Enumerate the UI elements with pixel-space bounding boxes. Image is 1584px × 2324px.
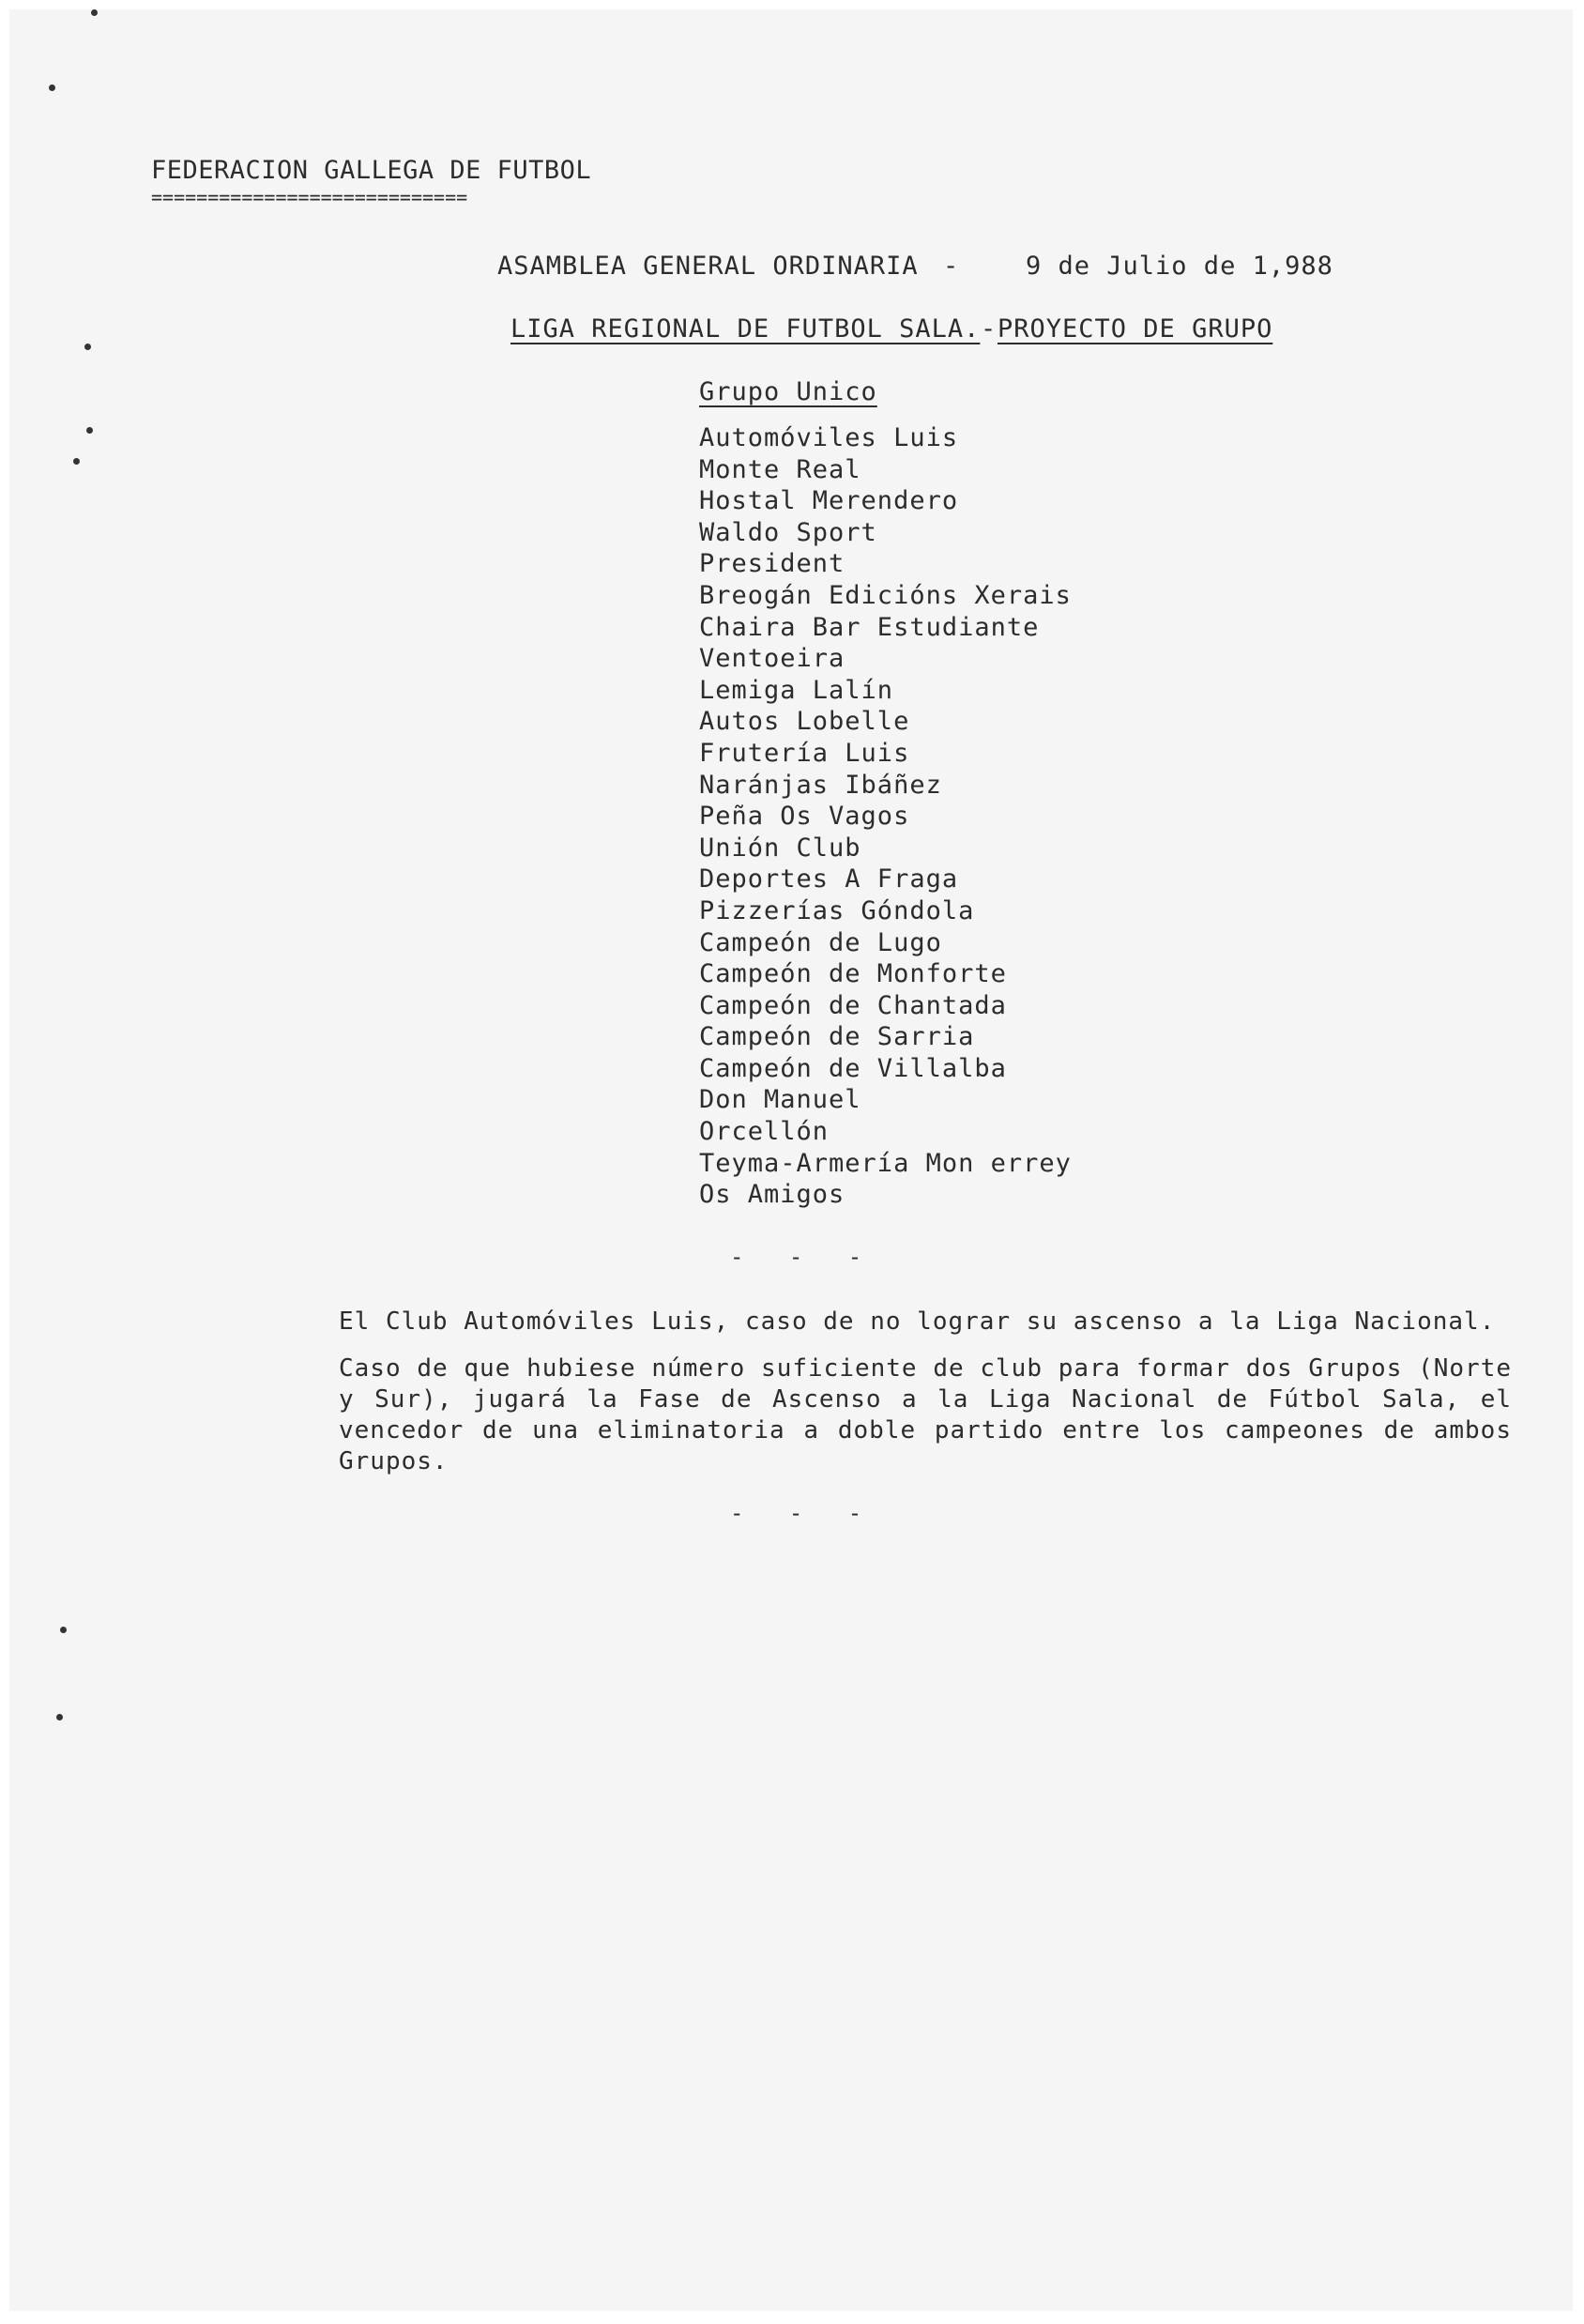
scan-mark	[84, 344, 91, 350]
team-item: Peña Os Vagos	[699, 802, 910, 832]
scan-mark	[49, 84, 55, 91]
organization-name: FEDERACION GALLEGA DE FUTBOL	[151, 156, 592, 185]
team-item: Campeón de Monforte	[699, 959, 1007, 989]
organization-underline: ============================	[151, 186, 468, 208]
team-item: Monte Real	[699, 454, 861, 484]
meeting-title: ASAMBLEA GENERAL ORDINARIA	[497, 252, 919, 281]
team-item: Don Manuel	[699, 1085, 861, 1115]
team-item: Campeón de Sarria	[699, 1022, 975, 1052]
team-item: Teyma-Armería Mon errey	[699, 1148, 1072, 1178]
team-item: Breogán Edicións Xerais	[699, 580, 1072, 610]
scan-mark	[91, 9, 98, 16]
section-separator: - - -	[730, 1244, 862, 1270]
team-item: Hostal Merendero	[699, 486, 959, 516]
end-separator: - - -	[730, 1500, 862, 1526]
group-title: Grupo Unico	[699, 377, 877, 406]
team-item: Chaira Bar Estudiante	[699, 612, 1040, 642]
team-item: Pizzerías Góndola	[699, 895, 975, 925]
meeting-dash: -	[943, 252, 960, 281]
proposal-title: PROYECTO DE GRUPO	[998, 314, 1273, 344]
team-item: Ventoeira	[699, 644, 845, 674]
scan-mark	[86, 427, 93, 434]
team-item: Campeón de Lugo	[699, 927, 942, 957]
team-item: Campeón de Villalba	[699, 1053, 1007, 1083]
scan-mark	[73, 458, 80, 465]
team-item: President	[699, 549, 845, 579]
team-item: Campeón de Chantada	[699, 990, 1007, 1020]
team-list	[699, 422, 1072, 1211]
paragraph-promotion-rules: Caso de que hubiese número suficiente de club para formar dos Grupos (Norte y Sur), jugará la Fase de Ascenso a la Liga Nacional de Fútbol Sala, el vencedor de una eliminatoria a doble partido entre los campeones de ambos Grupos.	[339, 1354, 1512, 1475]
team-item: Deportes A Fraga	[699, 864, 959, 894]
team-item: Unión Club	[699, 833, 861, 863]
team-item: Lemiga Lalín	[699, 675, 894, 705]
team-item: Naránjas Ibáñez	[699, 770, 942, 800]
team-item: Os Amigos	[699, 1180, 845, 1210]
team-item: Waldo Sport	[699, 517, 877, 547]
meeting-date: 9 de Julio de 1,988	[1026, 252, 1333, 281]
league-separator: -	[981, 314, 998, 344]
team-item: Orcellón	[699, 1117, 830, 1147]
scan-mark	[60, 1627, 67, 1633]
scan-mark	[56, 1714, 63, 1720]
team-item: Autos Lobelle	[699, 707, 910, 737]
team-item: Automóviles Luis	[699, 423, 959, 452]
team-item: Frutería Luis	[699, 738, 910, 768]
paragraph-club-note: El Club Automóviles Luis, caso de no lograr su ascenso a la Liga Nacional.	[339, 1307, 1496, 1336]
league-name: LIGA REGIONAL DE FUTBOL SALA.	[510, 314, 981, 344]
